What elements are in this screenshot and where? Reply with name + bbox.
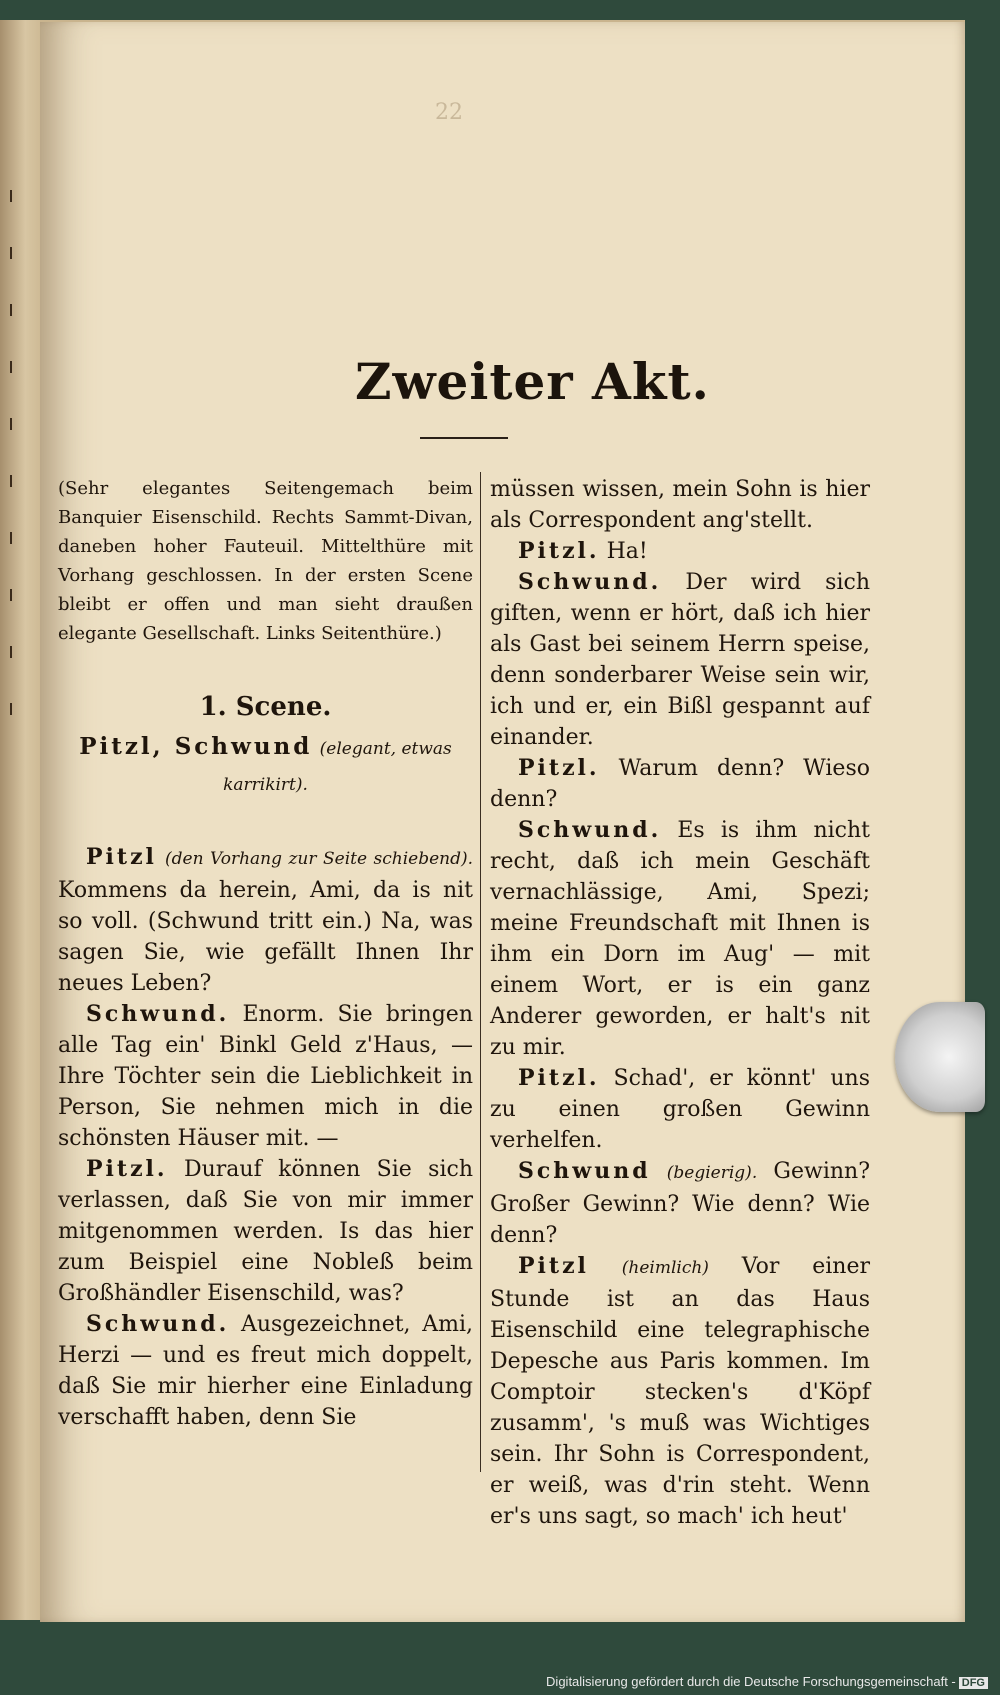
- dialogue-paragraph: [490, 474, 870, 536]
- speaker-name: Schwund.: [518, 817, 662, 843]
- adjacent-page-marks: [6, 190, 18, 790]
- dialogue-paragraph: [58, 842, 473, 999]
- dialogue-paragraph: [58, 999, 473, 1154]
- speaker-direction: (heimlich): [621, 1258, 709, 1278]
- stage-direction: (Sehr elegantes Seitengemach beim Banquier Eisenschild. Rechts Sammt-Divan, daneben hoher Fauteuil. Mittelthüre mit Vorhang geschlossen. In der ersten Scene bleibt er offen und man sieht draußen elegante Gesellschaft. Links Seitenthüre.): [58, 478, 473, 644]
- speaker-direction: (den Vorhang zur Seite schiebend).: [165, 849, 474, 869]
- dialogue-paragraph: [490, 1063, 870, 1156]
- dialogue-text: Schad', er könnt' uns zu einen großen Gewinn verhelfen.: [490, 1066, 871, 1153]
- dfg-logo: DFG: [959, 1677, 988, 1689]
- dialogue-text: Kommens da herein, Ami, da is nit so voll. (Schwund tritt ein.) Na, was sagen Sie, wie gefällt Ihnen Ihr neues Leben?: [58, 878, 473, 996]
- book-page: [40, 20, 965, 1622]
- dialogue-paragraph: [490, 1251, 870, 1532]
- dialogue-text: Der wird sich giften, wenn er hört, daß ich hier als Gast bei seinem Herrn speise, denn sonderbarer Weise sein wir, ich und er, ein Bißl gespannt auf einander.: [490, 570, 870, 750]
- dialogue-text: müssen wissen, mein Sohn is hier als Correspondent ang'stellt.: [490, 477, 870, 533]
- speaker-name: Schwund.: [518, 569, 662, 595]
- right-column: [490, 474, 870, 1532]
- dialogue-text: Warum denn? Wieso denn?: [490, 756, 870, 812]
- page-number: 22: [435, 100, 463, 125]
- dialogue-paragraph: [58, 1154, 473, 1309]
- speaker-name: Pitzl.: [518, 1065, 600, 1091]
- speaker-name: Pitzl: [518, 1253, 589, 1279]
- title-rule: [420, 437, 508, 439]
- dialogue-text: Ha!: [606, 539, 648, 564]
- characters-names: Pitzl, Schwund: [79, 733, 313, 760]
- speaker-name: Schwund.: [86, 1001, 230, 1027]
- characters-line: [58, 730, 473, 802]
- column-divider: [480, 472, 481, 1472]
- speaker-name: Schwund: [518, 1158, 651, 1184]
- act-title: Zweiter Akt.: [355, 352, 710, 411]
- left-column: [58, 474, 473, 1433]
- footer-credit: [546, 1674, 988, 1689]
- paper-clip: [895, 1002, 985, 1112]
- speaker-name: Pitzl: [86, 844, 157, 870]
- dialogue-paragraph: [58, 1309, 473, 1433]
- dialogue-text: Ausgezeichnet, Ami, Herzi — und es freut mich doppelt, daß Sie mir hierher eine Einladung verschafft haben, denn Sie: [58, 1312, 473, 1430]
- characters-direction: (elegant, etwas karrikirt).: [223, 739, 452, 795]
- dialogue-paragraph: [490, 536, 870, 567]
- dialogue-text: Vor einer Stunde ist an das Haus Eisenschild eine telegraphische Depesche aus Paris kommen. Im Comptoir stecken's d'Köpf zusamm', 's muß was Wichtiges sein. Ihr Sohn is Correspondent, er weiß, was d'rin steht. Wenn er's uns sagt, so mach' ich heut': [490, 1254, 870, 1529]
- dialogue-paragraph: [490, 753, 870, 815]
- scene-heading: 1. Scene.: [199, 692, 332, 722]
- dialogue-text: Es is ihm nicht recht, daß ich mein Geschäft vernachlässige, Ami, Spezi; meine Freundschaft mit Ihnen is ihm ein Dorn im Aug' — mit einem Wort, er is ein ganz Anderer geworden, er halt's nit zu mir.: [490, 818, 870, 1060]
- dialogue-paragraph: [490, 815, 870, 1063]
- adjacent-page-edge: [0, 20, 44, 1620]
- speaker-name: Pitzl.: [518, 538, 600, 564]
- speaker-name: Pitzl.: [518, 755, 600, 781]
- dialogue-paragraph: [490, 1156, 870, 1251]
- dialogue-text: Enorm. Sie bringen alle Tag ein' Binkl Geld z'Haus, — Ihre Töchter sein die Lieblichkeit in Person, Sie nehmen mich in die schönsten Häuser mit. —: [58, 1002, 473, 1151]
- right-dialogue: [490, 474, 870, 1532]
- dialogue-text: Gewinn? Großer Gewinn? Wie denn? Wie denn?: [490, 1159, 870, 1248]
- speaker-name: Schwund.: [86, 1311, 230, 1337]
- speaker-name: Pitzl.: [86, 1156, 168, 1182]
- left-dialogue: [58, 842, 473, 1433]
- footer-text: Digitalisierung gefördert durch die Deutsche Forschungsgemeinschaft -: [546, 1674, 956, 1689]
- speaker-direction: (begierig).: [666, 1163, 758, 1183]
- dialogue-text: Durauf können Sie sich verlassen, daß Sie von mir immer mitgenommen werden. Is das hier zum Beispiel eine Nobleß beim Großhändler Eisenschild, was?: [58, 1157, 473, 1306]
- dialogue-paragraph: [490, 567, 870, 753]
